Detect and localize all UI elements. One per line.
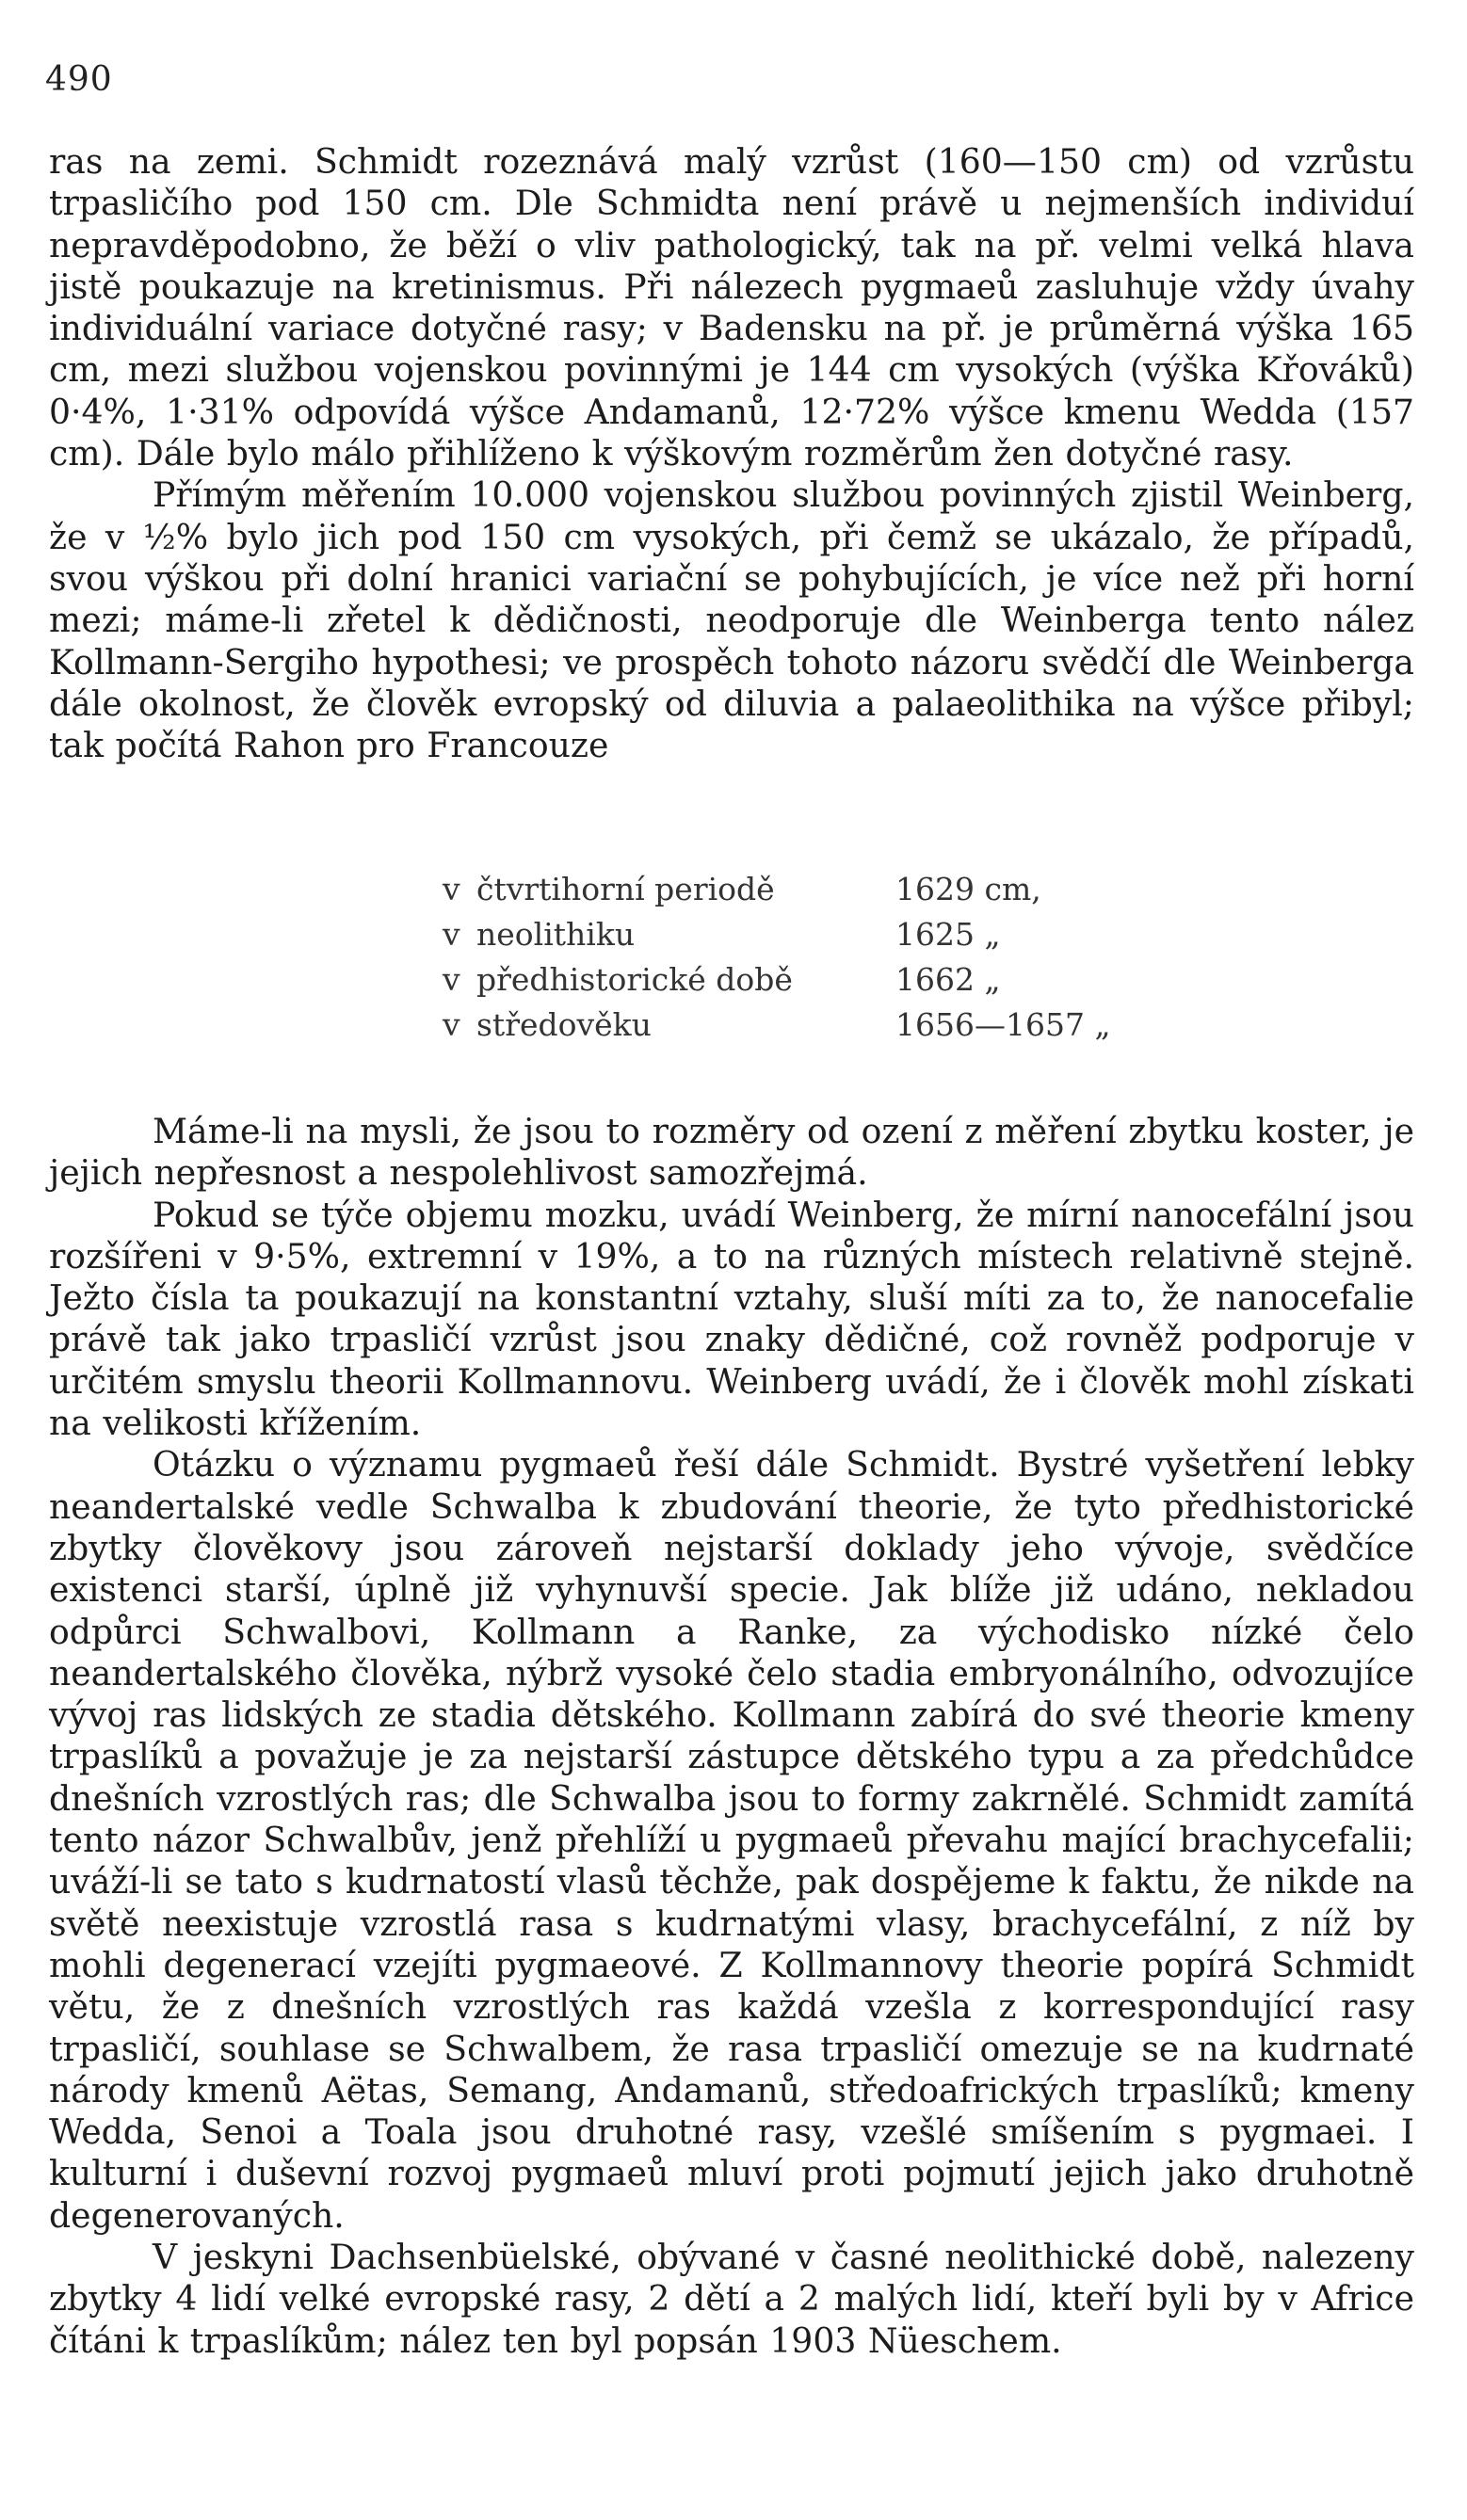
body-text-lower	[49, 1111, 1414, 2362]
row-period: středověku	[476, 1006, 652, 1043]
table-row	[443, 1003, 1111, 1048]
paragraph-2: Přímým měřením 10.000 vojenskou službou povinných zjistil Weinberg, že v ½% bylo jich pod 150 cm vysokých, při čemž se ukázalo, že případů, svou výškou při dolní hranici variační se pohybujících, je více než při horní mezi; máme-li zřetel k dědičnosti, neodporuje dle Weinberga tento nález Kollmann-Sergiho hypothesi; ve prospěch tohoto názoru svědčí dle Weinberga dále okolnost, že člověk evropský od diluvia a palaeolithika na výšce přibyl; tak počítá Rahon pro Francouze	[49, 474, 1414, 766]
paragraph-6: V jeskyni Dachsenbüelské, obývané v časné neolithické době, nalezeny zbytky 4 lidí velké evropské rasy, 2 dětí a 2 malých lidí, kteří byli by v Africe čítáni k trpaslíkům; nález ten byl popsán 1903 Nüeschem.	[49, 2237, 1414, 2361]
height-table	[443, 867, 1111, 1048]
row-value: 1662 „	[895, 961, 1001, 998]
page-number: 490	[45, 60, 113, 99]
paragraph-3: Máme-li na mysli, že jsou to rozměry od ození z měření zbytku koster, je jejich nepřesnost a nespolehlivost samozřejmá.	[49, 1111, 1414, 1194]
body-text-upper	[49, 141, 1414, 766]
row-prefix: v	[443, 916, 460, 953]
row-prefix: v	[443, 1006, 460, 1043]
row-prefix: v	[443, 871, 460, 907]
row-prefix: v	[443, 961, 460, 998]
table-row	[443, 957, 1102, 1003]
row-period: čtvrtihorní periodě	[476, 871, 775, 907]
paragraph-1: ras na zemi. Schmidt rozeznává malý vzrůst (160—150 cm) od vzrůstu trpasličího pod 150 cm. Dle Schmidta není právě u nejmenších individuí nepravděpodobno, že běží o vliv pathologický, tak na př. velmi velká hlava jistě poukazuje na kretinismus. Při nálezech pygmaeů zasluhuje vždy úvahy individuální variace dotyčné rasy; v Badensku na př. je průměrná výška 165 cm, mezi službou vojenskou povinnými je 144 cm vysokých (výška Křováků) 0·4%, 1·31% odpovídá výšce Andamanů, 12·72% výšce kmenu Wedda (157 cm). Dále bylo málo přihlíženo k výškovým rozměrům žen dotyčné rasy.	[49, 141, 1414, 474]
row-period: neolithiku	[476, 916, 636, 953]
row-value: 1625 „	[895, 916, 1001, 953]
row-value: 1629 cm,	[895, 871, 1041, 907]
paragraph-5: Otázku o významu pygmaeů řeší dále Schmidt. Bystré vyšetření lebky neandertalské vedle Schwalba k zbudování theorie, že tyto předhistorické zbytky člověkovy jsou zároveň nejstarší doklady jeho vývoje, svědčíce existenci starší, úplně již vyhynuvší specie. Jak blíže již udáno, nekladou odpůrci Schwalbovi, Kollmann a Ranke, za východisko nízké čelo neandertalského člověka, nýbrž vysoké čelo stadia embryonálního, odvozujíce vývoj ras lidských ze stadia dětského. Kollmann zabírá do své theorie kmeny trpaslíků a považuje je za nejstarší zástupce dětského typu a za předchůdce dnešních vzrostlých ras; dle Schwalba jsou to formy zakrnělé. Schmidt zamítá tento názor Schwalbův, jenž přehlíží u pygmaeů převahu mající brachycefalii; uváží-li se tato s kudrnatostí vlasů těchže, pak dospějeme k faktu, že nikde na světě neexistuje vzrostlá rasa s kudrnatými vlasy, brachycefální, z níž by mohli degenerací vzejíti pygmaeové. Z Kollmannovy theorie popírá Schmidt větu, že z dnešních vzrostlých ras každá vzešla z korrespondující rasy trpasličí, souhlase se Schwalbem, že rasa trpasličí omezuje se na kudrnaté národy kmenů Aëtas, Semang, Andamanů, středoafrických trpaslíků; kmeny Wedda, Senoi a Toala jsou druhotné rasy, vzešlé smíšením s pygmaei. I kulturní i duševní rozvoj pygmaeů mluví proti pojmutí jejich jako druhotně degenerovaných.	[49, 1444, 1414, 2236]
paragraph-4: Pokud se týče objemu mozku, uvádí Weinberg, že mírní nanocefální jsou rozšířeni v 9·5%, extremní v 19%, a to na různých místech relativně stejně. Ježto čísla ta poukazují na konstantní vztahy, sluší míti za to, že nanocefalie právě tak jako trpasličí vzrůst jsou znaky dědičné, což rovněž podporuje v určitém smyslu theorii Kollmannovu. Weinberg uvádí, že i člověk mohl získati na velikosti křížením.	[49, 1194, 1414, 1444]
table-row	[443, 867, 1102, 912]
table-row	[443, 912, 1102, 957]
row-period: předhistorické době	[476, 961, 793, 998]
row-value: 1656—1657 „	[895, 1006, 1111, 1043]
